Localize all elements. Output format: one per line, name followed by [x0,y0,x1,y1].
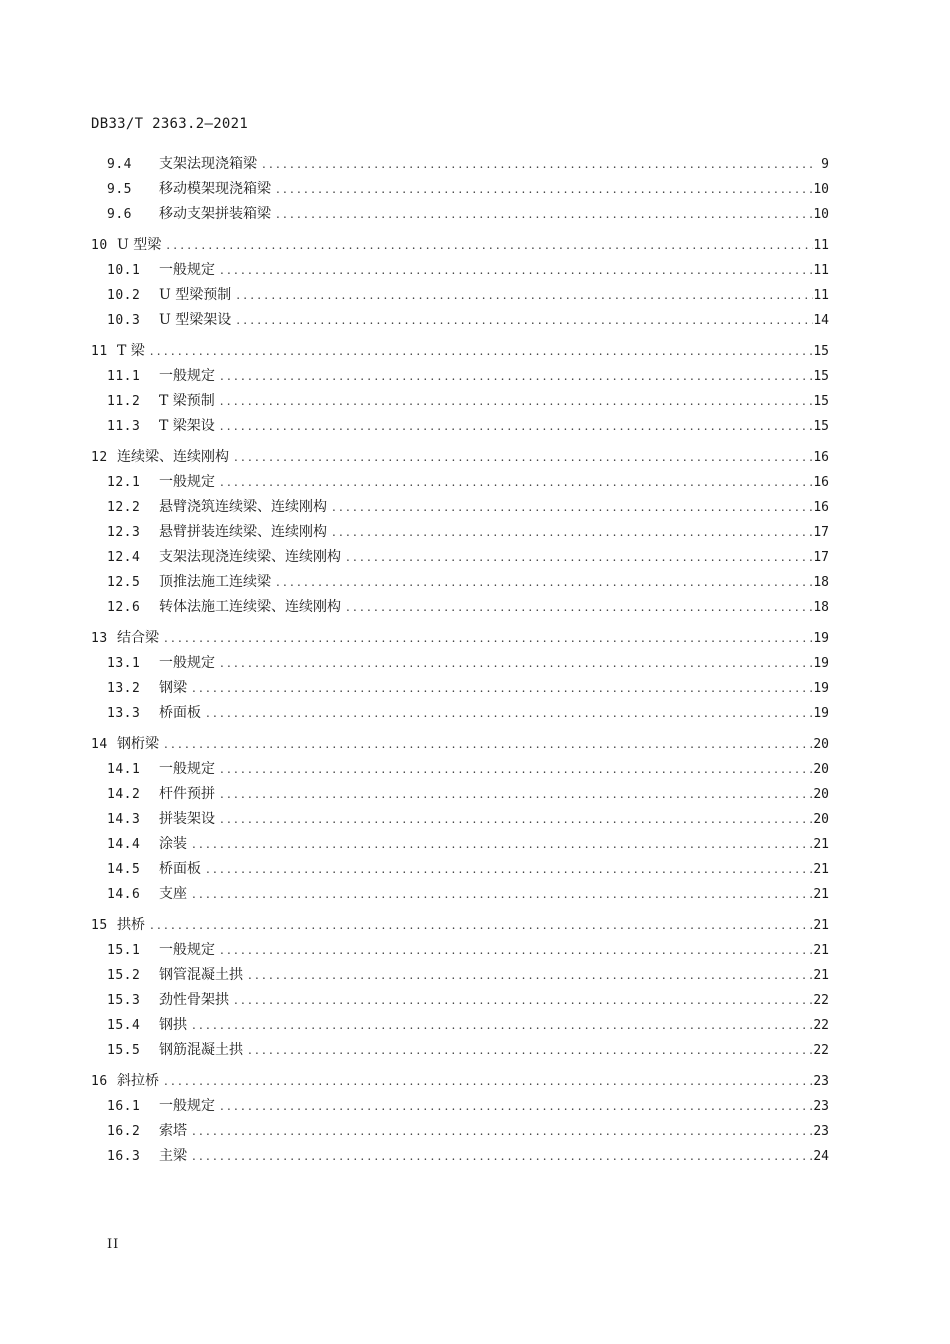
toc-entry-title: 结合梁 [117,630,159,646]
toc-section-entry[interactable] [91,1119,829,1144]
toc-entry-page: 20 [813,762,829,777]
toc-chapter-entry[interactable] [91,445,829,470]
toc-entry-title: 悬臂浇筑连续梁、连续刚构 [159,499,327,515]
toc-section-entry[interactable] [91,701,829,726]
toc-entry-page: 11 [813,238,829,253]
toc-section-entry[interactable] [91,595,829,620]
toc-section-entry[interactable] [91,414,829,439]
toc-entry-page: 17 [813,550,829,565]
toc-entry-number: 12.5 [107,575,141,590]
toc-entry-number: 14 [91,737,108,752]
toc-dot-leader [203,857,813,882]
toc-entry-title: 支架法现浇连续梁、连续刚构 [159,549,341,565]
toc-entry-page: 21 [813,918,829,933]
toc-entry-page: 15 [813,394,829,409]
toc-section-entry[interactable] [91,202,829,227]
toc-dot-leader [217,782,813,807]
toc-entry-title: 钢梁 [159,680,187,696]
toc-entry-page: 9 [821,157,829,172]
toc-entry-page: 17 [813,525,829,540]
toc-entry-title: 一般规定 [159,1098,215,1114]
toc-entry-title: 一般规定 [159,942,215,958]
toc-section-entry[interactable] [91,1094,829,1119]
toc-dot-leader [163,233,813,258]
toc-entry-title: 一般规定 [159,655,215,671]
toc-entry-page: 23 [813,1074,829,1089]
toc-entry-number: 16.3 [107,1149,141,1164]
toc-entry-page: 11 [813,288,829,303]
toc-entry-page: 21 [813,887,829,902]
toc-entry-number: 13.1 [107,656,141,671]
toc-entry-number: 13.2 [107,681,141,696]
toc-entry-title: 斜拉桥 [117,1073,159,1089]
toc-entry-number: 15.1 [107,943,141,958]
toc-entry-page: 16 [813,475,829,490]
toc-entry-title: 一般规定 [159,368,215,384]
toc-entry-page: 15 [813,344,829,359]
toc-entry-page: 19 [813,656,829,671]
toc-entry-number: 10.2 [107,288,141,303]
toc-entry-number: 16 [91,1074,108,1089]
toc-dot-leader [245,1038,813,1063]
toc-section-entry[interactable] [91,963,829,988]
toc-dot-leader [233,283,813,308]
toc-section-entry[interactable] [91,308,829,333]
toc-entry-title: T 梁架设 [159,418,215,434]
toc-entry-page: 21 [813,968,829,983]
toc-section-entry[interactable] [91,832,829,857]
toc-dot-leader [233,308,813,333]
toc-entry-title: 顶推法施工连续梁 [159,574,271,590]
toc-chapter-entry[interactable] [91,339,829,364]
toc-entry-number: 11.2 [107,394,141,409]
toc-section-entry[interactable] [91,757,829,782]
toc-dot-leader [217,807,813,832]
toc-entry-title: 一般规定 [159,761,215,777]
toc-entry-page: 23 [813,1124,829,1139]
toc-entry-number: 12.6 [107,600,141,615]
toc-entry-number: 11.1 [107,369,141,384]
toc-entry-page: 21 [813,837,829,852]
toc-entry-number: 13.3 [107,706,141,721]
toc-entry-page: 23 [813,1099,829,1114]
toc-section-entry[interactable] [91,938,829,963]
table-of-contents [91,152,829,1169]
toc-entry-number: 12.4 [107,550,141,565]
toc-section-entry[interactable] [91,1013,829,1038]
toc-section-entry[interactable] [91,1038,829,1063]
toc-chapter-entry[interactable] [91,1069,829,1094]
toc-entry-title: 索塔 [159,1123,187,1139]
toc-entry-page: 20 [813,787,829,802]
toc-dot-leader [231,445,813,470]
document-code-header: DB33/T 2363.2—2021 [91,116,249,132]
toc-section-entry[interactable] [91,857,829,882]
toc-entry-page: 19 [813,681,829,696]
toc-dot-leader [189,676,813,701]
toc-entry-title: 一般规定 [159,262,215,278]
toc-entry-title: U 型梁架设 [159,312,232,328]
toc-entry-number: 15.2 [107,968,141,983]
toc-entry-title: 桥面板 [159,705,201,721]
toc-section-entry[interactable] [91,651,829,676]
toc-dot-leader [189,1119,813,1144]
toc-entry-title: U 型梁预制 [159,287,232,303]
toc-section-entry[interactable] [91,495,829,520]
toc-dot-leader [161,1069,813,1094]
toc-entry-title: 杆件预拼 [159,786,215,802]
toc-entry-title: 一般规定 [159,474,215,490]
toc-entry-title: 主梁 [159,1148,187,1164]
toc-entry-title: 转体法施工连续梁、连续刚构 [159,599,341,615]
toc-section-entry[interactable] [91,389,829,414]
toc-section-entry[interactable] [91,470,829,495]
toc-entry-number: 15.3 [107,993,141,1008]
toc-dot-leader [273,177,813,202]
toc-entry-page: 14 [813,313,829,328]
toc-entry-page: 20 [813,812,829,827]
toc-entry-title: 钢筋混凝土拱 [159,1042,243,1058]
toc-entry-number: 10 [91,238,108,253]
toc-section-entry[interactable] [91,676,829,701]
toc-entry-page: 20 [813,737,829,752]
toc-entry-page: 10 [813,182,829,197]
toc-section-entry[interactable] [91,520,829,545]
toc-dot-leader [329,520,813,545]
toc-section-entry[interactable] [91,177,829,202]
toc-dot-leader [161,626,813,651]
toc-dot-leader [245,963,813,988]
toc-entry-page: 22 [813,993,829,1008]
toc-entry-title: 支架法现浇箱梁 [159,156,257,172]
toc-entry-number: 12.2 [107,500,141,515]
toc-entry-title: 移动模架现浇箱梁 [159,181,271,197]
toc-entry-title: 连续梁、连续刚构 [117,449,229,465]
toc-entry-title: 悬臂拼装连续梁、连续刚构 [159,524,327,540]
toc-dot-leader [189,882,813,907]
toc-entry-title: 钢管混凝土拱 [159,967,243,983]
toc-dot-leader [329,495,813,520]
toc-entry-page: 15 [813,369,829,384]
toc-entry-title: 钢拱 [159,1017,187,1033]
toc-entry-number: 16.2 [107,1124,141,1139]
toc-dot-leader [189,1144,813,1169]
page-number-footer: II [107,1237,120,1252]
toc-chapter-entry[interactable] [91,233,829,258]
toc-entry-title: 桥面板 [159,861,201,877]
toc-entry-number: 10.3 [107,313,141,328]
toc-dot-leader [217,364,813,389]
toc-entry-page: 22 [813,1018,829,1033]
toc-entry-page: 24 [813,1149,829,1164]
toc-dot-leader [147,339,814,364]
toc-entry-number: 11 [91,344,108,359]
toc-dot-leader [189,832,813,857]
toc-section-entry[interactable] [91,545,829,570]
toc-section-entry[interactable] [91,782,829,807]
toc-section-entry[interactable] [91,988,829,1013]
toc-entry-number: 9.5 [107,182,132,197]
toc-entry-page: 18 [813,600,829,615]
toc-entry-title: 涂装 [159,836,187,852]
toc-section-entry[interactable] [91,807,829,832]
toc-entry-number: 16.1 [107,1099,141,1114]
toc-entry-title: 支座 [159,886,187,902]
toc-dot-leader [273,570,813,595]
toc-entry-number: 13 [91,631,108,646]
toc-entry-page: 15 [813,419,829,434]
toc-entry-number: 14.6 [107,887,141,902]
toc-entry-page: 10 [813,207,829,222]
toc-entry-number: 9.4 [107,157,132,172]
toc-entry-number: 14.4 [107,837,141,852]
toc-entry-title: 钢桁梁 [117,736,159,752]
toc-entry-page: 19 [813,706,829,721]
toc-section-entry[interactable] [91,152,829,177]
toc-entry-title: 拱桥 [117,917,145,933]
toc-entry-number: 9.6 [107,207,132,222]
toc-section-entry[interactable] [91,364,829,389]
toc-dot-leader [217,651,813,676]
toc-section-entry[interactable] [91,882,829,907]
toc-chapter-entry[interactable] [91,732,829,757]
toc-entry-page: 19 [813,631,829,646]
toc-entry-title: T 梁预制 [159,393,215,409]
toc-chapter-entry[interactable] [91,913,829,938]
toc-dot-leader [161,732,813,757]
toc-entry-title: 拼装架设 [159,811,215,827]
toc-entry-number: 11.3 [107,419,141,434]
toc-dot-leader [217,414,814,439]
toc-entry-number: 10.1 [107,263,141,278]
toc-entry-number: 15.4 [107,1018,141,1033]
toc-dot-leader [147,913,813,938]
toc-dot-leader [231,988,813,1013]
toc-entry-title: U 型梁 [117,237,162,253]
toc-section-entry[interactable] [91,570,829,595]
toc-section-entry[interactable] [91,1144,829,1169]
toc-dot-leader [217,258,813,283]
toc-entry-title: 移动支架拼装箱梁 [159,206,271,222]
toc-entry-page: 16 [813,450,829,465]
toc-entry-title: 劲性骨架拱 [159,992,229,1008]
toc-entry-page: 18 [813,575,829,590]
toc-dot-leader [217,470,813,495]
toc-entry-title: T 梁 [117,343,145,359]
toc-chapter-entry[interactable] [91,626,829,651]
toc-entry-number: 12.1 [107,475,141,490]
toc-entry-number: 14.3 [107,812,141,827]
toc-entry-number: 15.5 [107,1043,141,1058]
toc-section-entry[interactable] [91,258,829,283]
toc-dot-leader [343,545,813,570]
toc-entry-number: 12.3 [107,525,141,540]
toc-entry-page: 22 [813,1043,829,1058]
toc-dot-leader [273,202,813,227]
toc-entry-page: 21 [813,862,829,877]
toc-entry-number: 12 [91,450,108,465]
toc-entry-page: 21 [813,943,829,958]
toc-entry-page: 11 [813,263,829,278]
toc-entry-number: 14.2 [107,787,141,802]
toc-dot-leader [217,389,814,414]
toc-entry-number: 14.1 [107,762,141,777]
toc-dot-leader [343,595,813,620]
toc-dot-leader [217,1094,813,1119]
toc-dot-leader [217,938,813,963]
toc-entry-number: 14.5 [107,862,141,877]
toc-section-entry[interactable] [91,283,829,308]
toc-dot-leader [203,701,813,726]
toc-dot-leader [259,152,815,177]
toc-dot-leader [217,757,813,782]
toc-dot-leader [189,1013,813,1038]
toc-entry-page: 16 [813,500,829,515]
toc-entry-number: 15 [91,918,108,933]
